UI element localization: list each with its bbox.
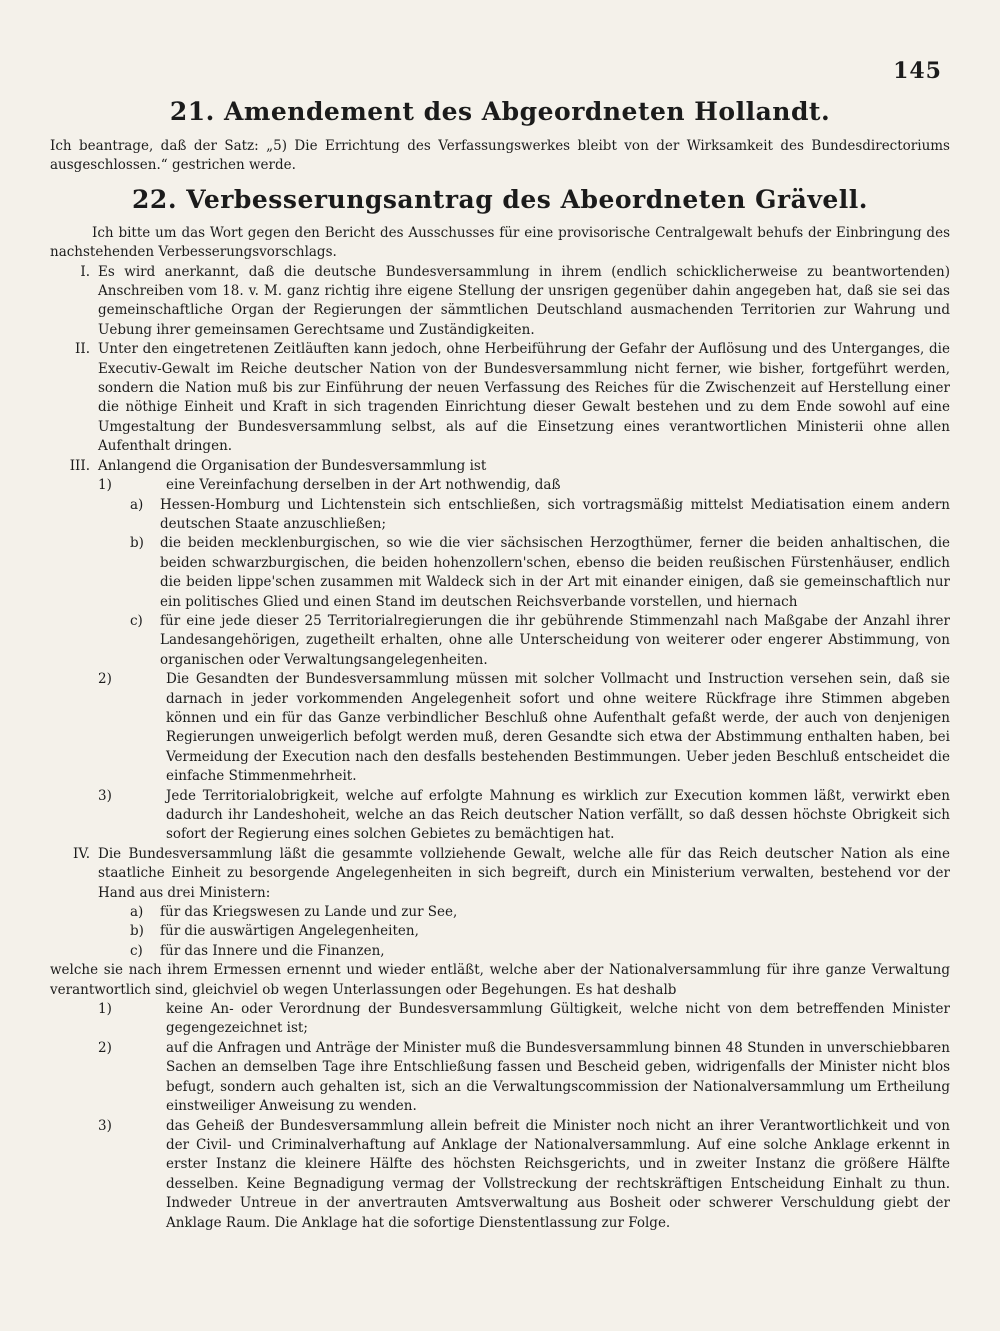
item-label: I. bbox=[80, 263, 90, 280]
item-IV-1 bbox=[50, 1000, 950, 1039]
item-II bbox=[50, 340, 950, 456]
item-label: a) bbox=[130, 904, 144, 921]
item-label: 3) bbox=[98, 787, 112, 804]
item-text: Jede Territorialobrigkeit, welche auf erfolgte Mahnung es wirklich zur Execution kommen läßt, verwirkt eben dadurch ihr Landeshoheit, welche an das Reich deutscher Nation verfällt, so daß dessen höchste Obrigkeit sich sofort der Regierung eines solchen Gebietes zu bemächtigen hat. bbox=[166, 787, 950, 843]
item-IV bbox=[50, 845, 950, 903]
item-label: 1) bbox=[98, 477, 112, 494]
item-label: 2) bbox=[98, 671, 112, 688]
item-III-1 bbox=[50, 476, 950, 495]
item-label: 1) bbox=[98, 1001, 112, 1018]
item-label: 3) bbox=[98, 1117, 112, 1134]
item-text: auf die Anfragen und Anträge der Minister muß die Bundesversammlung binnen 48 Stunden in unverschiebbaren Sachen an demselben Tage ihre Entschließung fassen und Bescheid geben, widrigenfalls der Minister nicht blos befugt, sondern auch gehalten ist, sich an die Verwaltungscommission der Nationalversammlung um Ertheilung einstweiliger Anweisung zu wenden. bbox=[166, 1039, 950, 1115]
item-III-1-a bbox=[50, 496, 950, 535]
item-text: das Geheiß der Bundesversammlung allein befreit die Minister noch nicht an ihrer Verantwortlichkeit und von der Civil- und Criminalverhaftung auf Anklage der Nationalversammlung. Auf eine solche Anklage erkennt in erster Instanz die kleinere Hälfte des höchsten Reichsgerichts, und in zweiter Instanz die größere Hälfte desselben. Keine Begnadigung vermag der Vollstreckung der rechtskräftigen Entscheidung Einhalt zu thun. Indweder Untreue in der anvertrauten Amtsverwaltung aus Bosheit oder schwerer Verschuldung giebt der Anklage Raum. Die Anklage hat die sofortige Dienstentlassung zur Folge. bbox=[166, 1117, 950, 1231]
item-IV-continuation: welche sie nach ihrem Ermessen ernennt und wieder entläßt, welche aber der Nationalversammlung für ihre ganze Verwaltung verantwortlich sind, gleichviel ob wegen Unterlassungen oder Begehungen. Es hat deshalb bbox=[50, 962, 950, 998]
item-III-1-b bbox=[50, 534, 950, 612]
page-body bbox=[50, 55, 950, 1233]
item-text: Unter den eingetretenen Zeitläuften kann jedoch, ohne Herbeiführung der Gefahr der Auflösung und des Unterganges, die Executiv-Gewalt im Reiche deutscher Nation von der Bundesversammlung nicht ferner, wie bisher, fortgeführt werden, sondern die Nation muß bis zur Einführung der neuen Verfassung des Reiches für die Zwischenzeit auf Herstellung einer die nöthige Einheit und Kraft in sich tragenden Einrichtung dieser Gewalt bestehen und zu dem Ende sowohl auf eine Umgestaltung der Bundesversammlung selbst, als auf die Einsetzung eines verantwortlichen Ministerii ohne allen Aufenthalt dringen. bbox=[98, 341, 950, 455]
item-label: 2) bbox=[98, 1039, 112, 1056]
item-III-3 bbox=[50, 787, 950, 845]
item-label: c) bbox=[130, 612, 143, 629]
page-number: 145 bbox=[893, 58, 942, 84]
item-III bbox=[50, 457, 950, 476]
item-I bbox=[50, 263, 950, 341]
item-label: c) bbox=[130, 942, 143, 959]
item-label: a) bbox=[130, 496, 144, 513]
item-text: für die auswärtigen Angelegenheiten, bbox=[160, 923, 419, 940]
section-21-heading: 21. Amendement des Abgeordneten Hollandt. bbox=[169, 97, 831, 126]
section-22-heading: 22. Verbesserungsantrag des Abeordneten Grävell. bbox=[132, 184, 868, 214]
item-IV-b bbox=[50, 922, 950, 941]
item-label: b) bbox=[130, 535, 144, 552]
item-text: für das Innere und die Finanzen, bbox=[160, 942, 385, 959]
item-text: für eine jede dieser 25 Territorialregierungen die ihr gebührende Stimmenzahl nach Maßgabe der Anzahl ihrer Landesangehörigen, zugetheilt erhalten, ohne alle Unterscheidung von weiterer oder engerer Abstimmung, von organischen oder Verwaltungsangelegenheiten. bbox=[160, 612, 950, 668]
item-label: II. bbox=[75, 341, 90, 358]
item-IV-a bbox=[50, 903, 950, 922]
item-text: die beiden mecklenburgischen, so wie die vier sächsischen Herzogthümer, ferner die beiden anhaltischen, die beiden schwarzburgischen, die beiden hohenzollern'schen, ebenso die beiden reußischen Fürstenhäuser, endlich die beiden lippe'schen zusammen mit Waldeck sich in der Art mit einander einigen, daß sie gemeinschaftlich nur ein politisches Glied und einen Stand im deutschen Reichsverbande vorstellen, und hiernach bbox=[160, 535, 950, 610]
item-III-1-c bbox=[50, 612, 950, 670]
item-IV-2 bbox=[50, 1039, 950, 1117]
item-label: III. bbox=[69, 457, 90, 474]
item-text: für das Kriegswesen zu Lande und zur See, bbox=[160, 904, 458, 921]
section-21-paragraph: Ich beantrage, daß der Satz: „5) Die Errichtung des Verfassungswerkes bleibt von der Wirksamkeit des Bundesdirectoriums ausgeschlossen.“ gestrichen werde. bbox=[50, 138, 950, 174]
item-text: Es wird anerkannt, daß die deutsche Bundesversammlung in ihrem (endlich schicklicherweise zu beantwortenden) Anschreiben vom 18. v. M. ganz richtig ihre eigene Stellung der unsrigen gegenüber dahin angegeben hat, daß sie sei das gemeinschaftliche Organ der Regierungen der sämmtlichen Deutschland ausmachenden Territorien zur Wahrung und Uebung ihrer gemeinsamen Gerechtsame und Zuständigkeiten. bbox=[98, 263, 950, 338]
item-label: IV. bbox=[72, 845, 90, 862]
section-22-intro: Ich bitte um das Wort gegen den Bericht des Ausschusses für eine provisorische Centralgewalt behufs der Einbringung des nachstehenden Verbesserungsvorschlags. bbox=[50, 224, 950, 261]
item-text: Hessen-Homburg und Lichtenstein sich entschließen, sich vortragsmäßig mittelst Mediatisation einem andern deutschen Staate anzuschließen; bbox=[160, 496, 950, 532]
item-text: Die Gesandten der Bundesversammlung müssen mit solcher Vollmacht und Instruction versehen sein, daß sie darnach in jeder vorkommenden Angelegenheit sofort und ohne weitere Rückfrage ihre Stimmen abgeben können und ein für das Ganze verbindlicher Beschluß ohne Aufenthalt gefaßt werde, der auch von denjenigen Regierungen unweigerlich befolgt werden muß, deren Gesandte sich etwa der Abstimmung enthalten haben, bei Vermeidung der Execution nach den desfalls bestehenden Bestimmungen. Ueber jeden Beschluß entscheidet die einfache Stimmenmehrheit. bbox=[166, 671, 950, 785]
item-text: eine Vereinfachung derselben in der Art nothwendig, daß bbox=[166, 477, 561, 494]
item-III-2 bbox=[50, 670, 950, 786]
item-IV-3 bbox=[50, 1117, 950, 1233]
item-text: keine An- oder Verordnung der Bundesversammlung Gültigkeit, welche nicht von dem betreffenden Minister gegengezeichnet ist; bbox=[166, 1001, 950, 1037]
item-text: Die Bundesversammlung läßt die gesammte vollziehende Gewalt, welche alle für das Reich deutscher Nation als eine staatliche Einheit zu besorgende Angelegenheiten in sich begreift, durch ein Ministerium verwalten, bestehend vor der Hand aus drei Ministern: bbox=[98, 845, 950, 901]
item-label: b) bbox=[130, 923, 144, 940]
item-IV-c bbox=[50, 942, 950, 961]
item-text: Anlangend die Organisation der Bundesversammlung ist bbox=[98, 457, 487, 474]
